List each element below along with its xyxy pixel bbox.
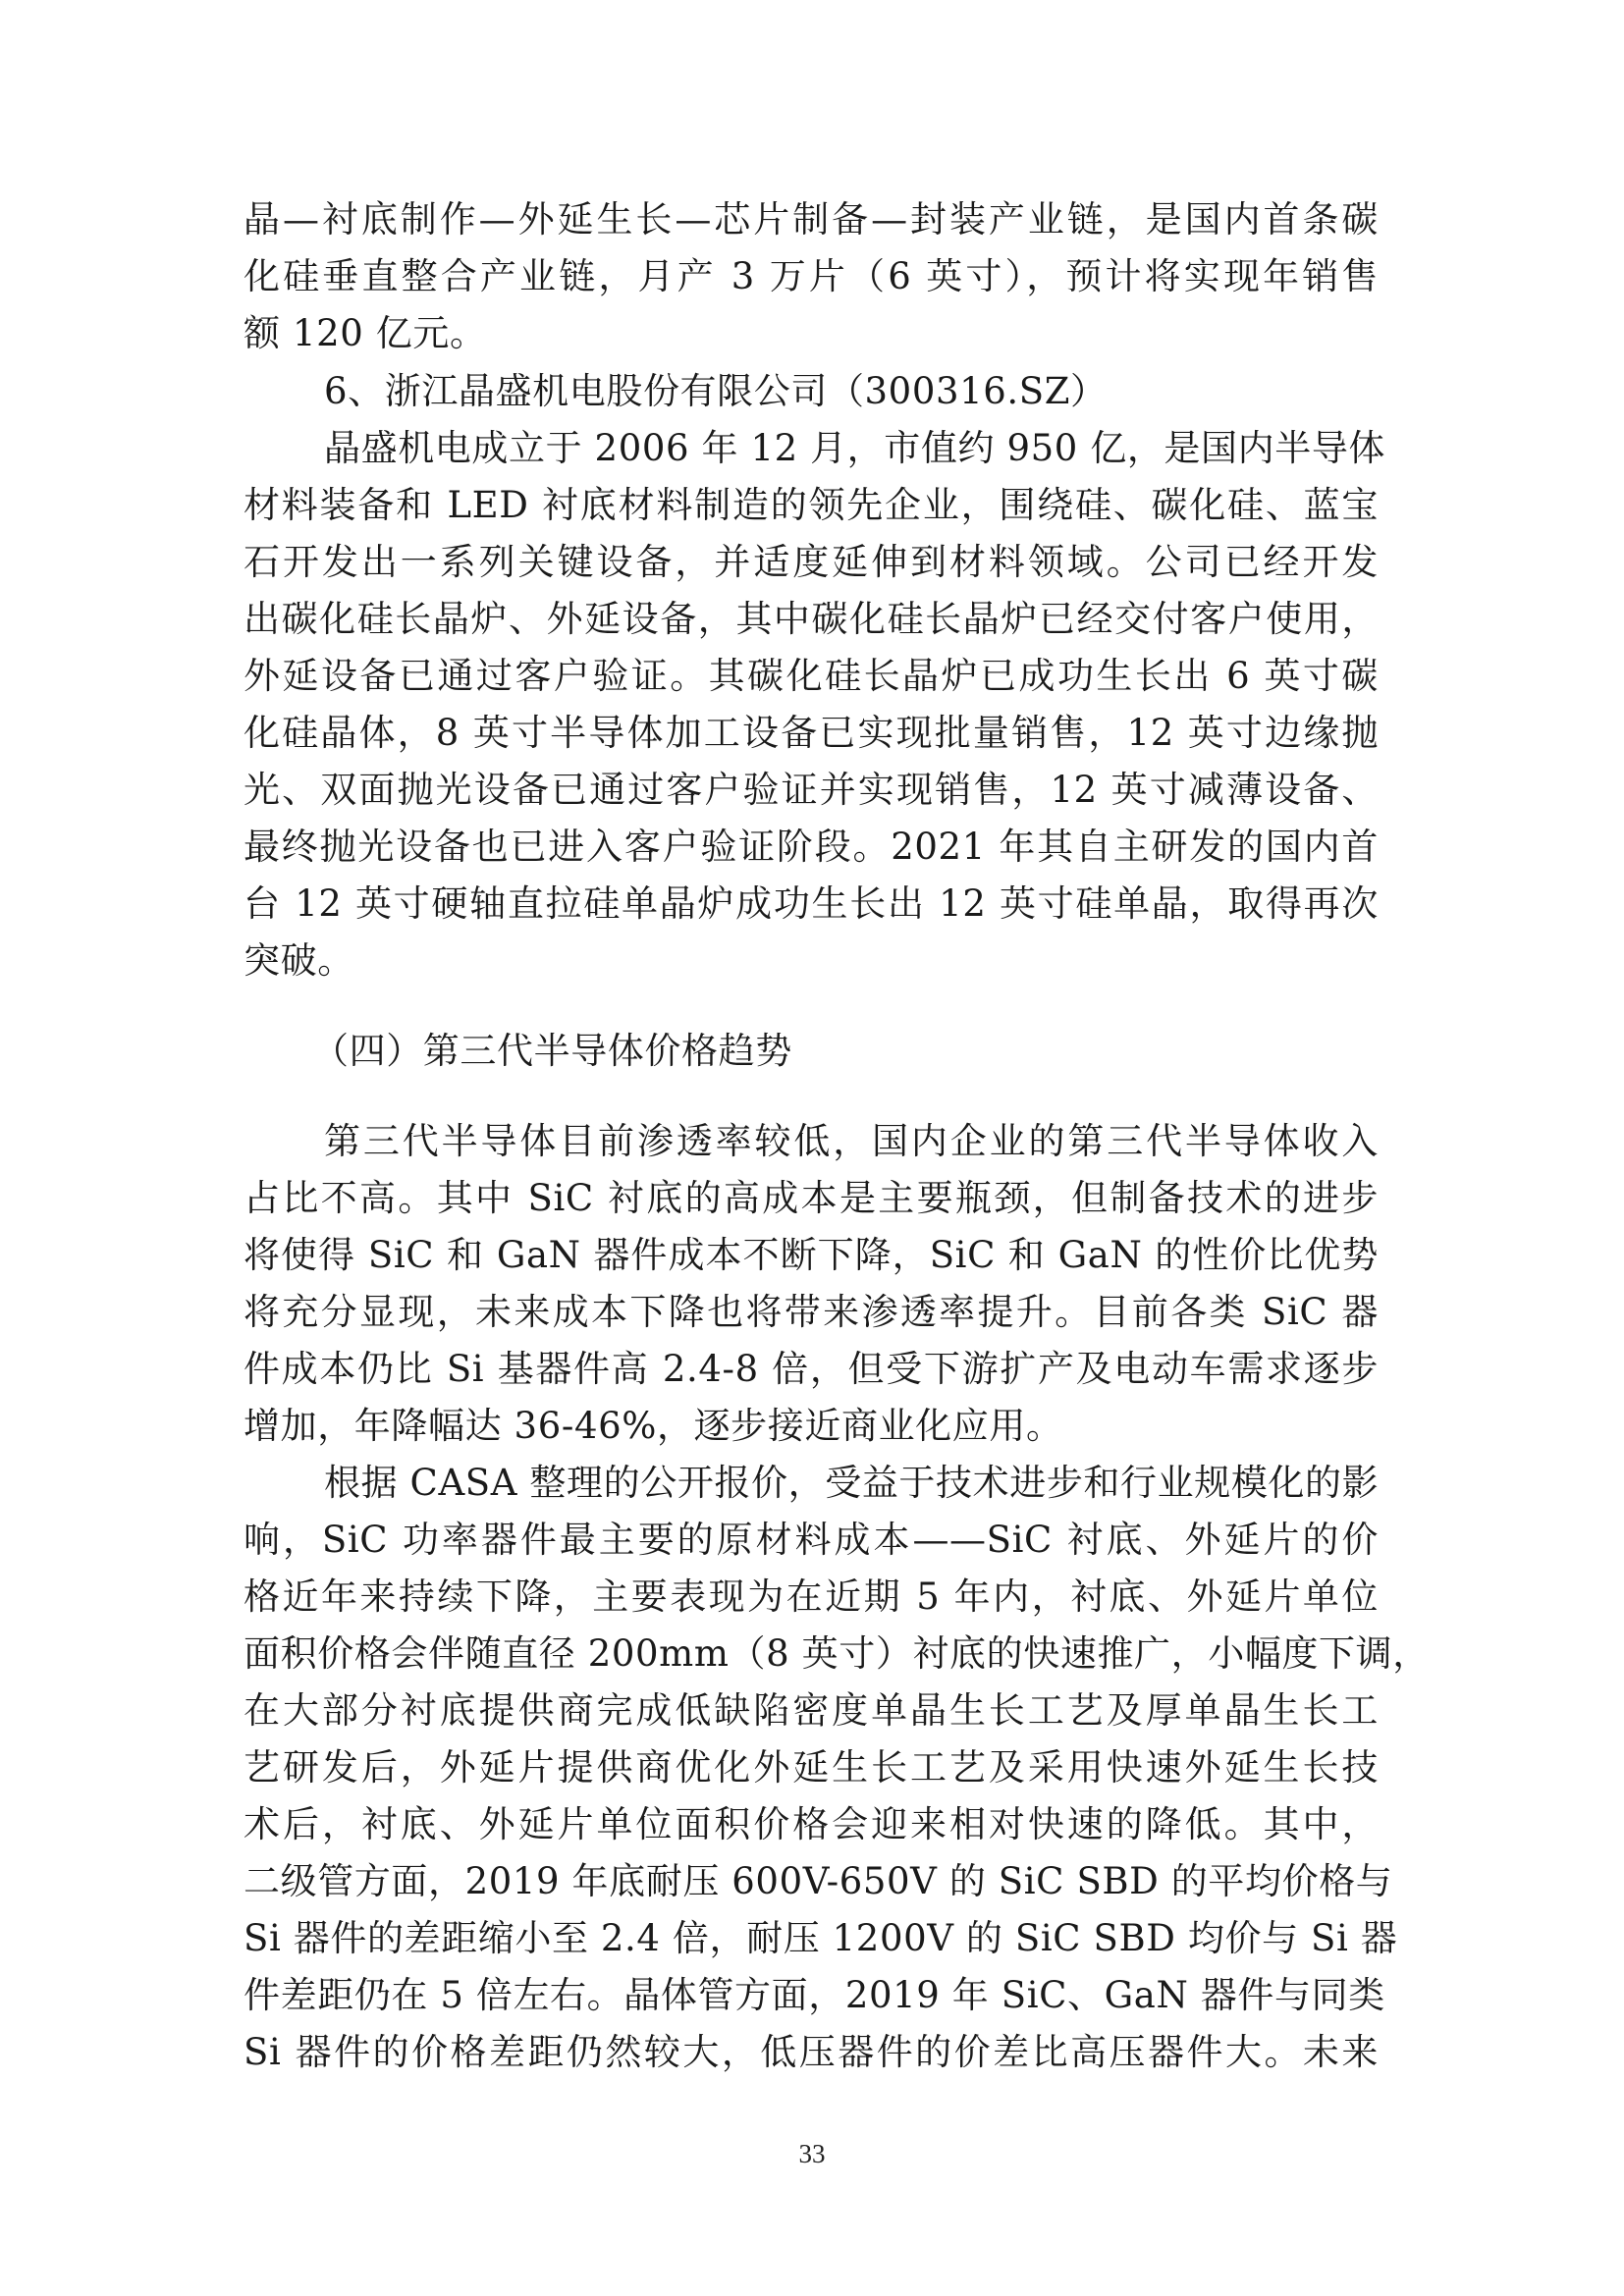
text-line: 艺研发后，外延片提供商优化外延生长工艺及采用快速外延生长技 <box>244 1746 1379 1789</box>
text-line: 外延设备已通过客户验证。其碳化硅长晶炉已成功生长出 6 英寸碳 <box>244 655 1379 697</box>
text-line: 出碳化硅长晶炉、外延设备，其中碳化硅长晶炉已经交付客户使用， <box>244 598 1379 640</box>
text-line: 晶—衬底制作—外延生长—芯片制备—封装产业链，是国内首条碳 <box>244 198 1379 240</box>
text-line: 石开发出一系列关键设备，并适度延伸到材料领域。公司已经开发 <box>244 541 1379 583</box>
text-line: 在大部分衬底提供商完成低缺陷密度单晶生长工艺及厚单晶生长工 <box>244 1689 1379 1732</box>
text-line: 根据 CASA 整理的公开报价，受益于技术进步和行业规模化的影 <box>324 1462 1380 1504</box>
text-line: 格近年来持续下降，主要表现为在近期 5 年内，衬底、外延片单位 <box>244 1575 1379 1618</box>
text-line: 光、双面抛光设备已通过客户验证并实现销售，12 英寸减薄设备、 <box>244 769 1379 811</box>
text-line: 第三代半导体目前渗透率较低，国内企业的第三代半导体收入 <box>324 1120 1379 1162</box>
text-line: 面积价格会伴随直径 200mm（8 英寸）衬底的快速推广，小幅度下调， <box>244 1632 1430 1675</box>
text-line: 术后，衬底、外延片单位面积价格会迎来相对快速的降低。其中， <box>244 1803 1379 1845</box>
text-line: 增加，年降幅达 36-46%，逐步接近商业化应用。 <box>244 1405 1063 1447</box>
text-line: 台 12 英寸硬轴直拉硅单晶炉成功生长出 12 英寸硅单晶，取得再次 <box>244 882 1379 925</box>
text-line: 件成本仍比 Si 基器件高 2.4-8 倍，但受下游扩产及电动车需求逐步 <box>244 1348 1379 1390</box>
text-line: 材料装备和 LED 衬底材料制造的领先企业，围绕硅、碳化硅、蓝宝 <box>244 484 1379 526</box>
text-line: Si 器件的差距缩小至 2.4 倍，耐压 1200V 的 SiC SBD 均价与 Si 器 <box>244 1917 1398 1959</box>
page-number: 33 <box>798 2139 826 2168</box>
text-line: 响，SiC 功率器件最主要的原材料成本——SiC 衬底、外延片的价 <box>244 1519 1379 1561</box>
text-line: 将充分显现，未来成本下降也将带来渗透率提升。目前各类 SiC 器 <box>244 1291 1379 1333</box>
text-line: Si 器件的价格差距仍然较大，低压器件的价差比高压器件大。未来 <box>244 2031 1379 2073</box>
text-line: 将使得 SiC 和 GaN 器件成本不断下降，SiC 和 GaN 的性价比优势 <box>244 1234 1379 1276</box>
text-line: 晶盛机电成立于 2006 年 12 月，市值约 950 亿，是国内半导体 <box>324 427 1386 469</box>
text-line: 最终抛光设备也已进入客户验证阶段。2021 年其自主研发的国内首 <box>244 826 1379 868</box>
text-line: 化硅晶体，8 英寸半导体加工设备已实现批量销售，12 英寸边缘抛 <box>244 712 1379 754</box>
text-line: 突破。 <box>244 939 354 982</box>
text-line: 额 120 亿元。 <box>244 312 487 354</box>
text-line: 件差距仍在 5 倍左右。晶体管方面，2019 年 SiC、GaN 器件与同类 <box>244 1974 1385 2016</box>
text-line: 二级管方面，2019 年底耐压 600V-650V 的 SiC SBD 的平均价格与 <box>244 1860 1393 1902</box>
text-line: 6、浙江晶盛机电股份有限公司（300316.SZ） <box>324 370 1108 412</box>
section-heading: （四）第三代半导体价格趋势 <box>312 1030 792 1072</box>
text-line: 化硅垂直整合产业链，月产 3 万片（6 英寸），预计将实现年销售 <box>244 255 1379 297</box>
text-line: 占比不高。其中 SiC 衬底的高成本是主要瓶颈，但制备技术的进步 <box>244 1177 1379 1219</box>
